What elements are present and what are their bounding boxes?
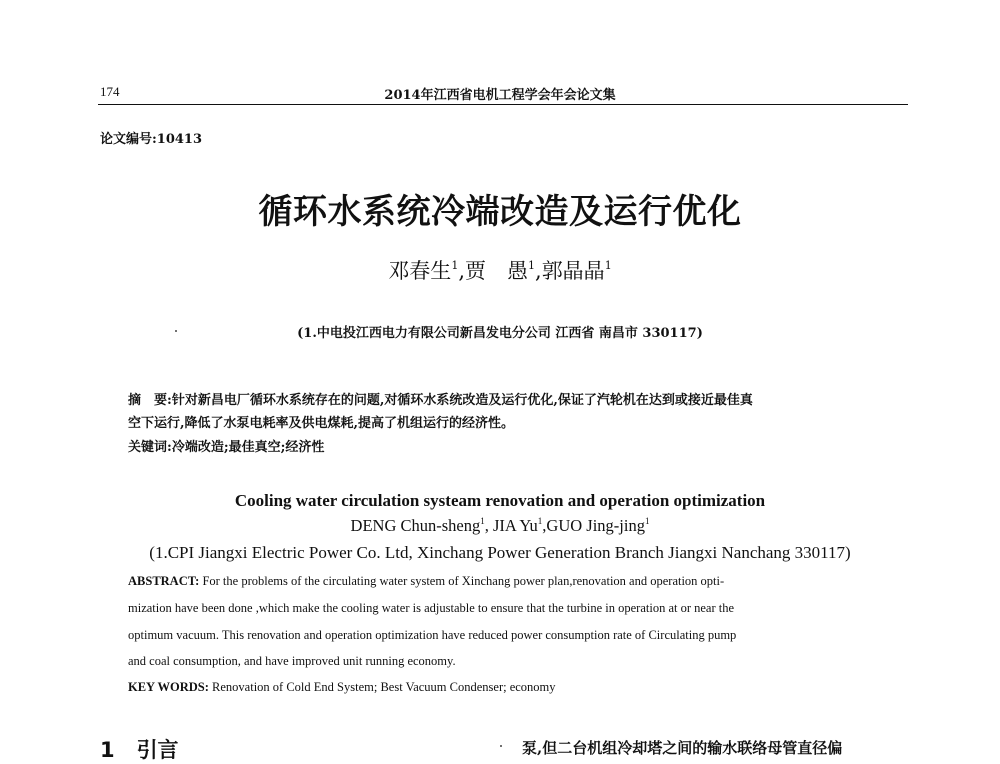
author-name: 邓春生	[388, 259, 452, 283]
running-header-title: 2014年江西省电机工程学会年会论文集	[384, 88, 616, 103]
abstract-en-text-line1: For the problems of the circulating water system of Xinchang power plan,renovation and operation opti-	[199, 574, 725, 588]
abstract-en-text-line3: optimum vacuum. This renovation and operation optimization have reduced power consumption rate of Circulating pump	[128, 628, 737, 642]
author-separator: ,	[484, 516, 493, 535]
keywords-cn-label: 关键词:	[128, 440, 172, 455]
header-rule	[98, 104, 908, 105]
abstract-en-label: ABSTRACT:	[128, 574, 200, 588]
keywords-en-text: Renovation of Cold End System; Best Vacuum Condenser; economy	[208, 680, 556, 694]
abstract-en	[128, 574, 872, 589]
keywords-en	[128, 680, 872, 695]
author-name: 贾 愚	[465, 259, 528, 283]
abstract-cn-text-line2: 空下运行,降低了水泵电耗率及供电煤耗,提高了机组运行的经济性。	[128, 416, 515, 431]
author-affiliation-mark: 1	[528, 259, 535, 272]
author-affiliation-mark: 1	[480, 516, 485, 526]
abstract-cn	[128, 389, 753, 408]
abstract-cn-text-line1: 针对新昌电厂循环水系统存在的问题,对循环水系统改造及运行优化,保证了汽轮机在达到或接近最佳真	[171, 393, 753, 408]
authors-cn	[0, 255, 1000, 285]
abstract-en-text-line4: and coal consumption, and have improved unit running economy.	[128, 654, 456, 668]
section-title: 引言	[136, 738, 179, 762]
author-separator: ,	[535, 259, 542, 283]
author-affiliation-mark: 1	[604, 259, 612, 272]
author-affiliation-mark: 1	[451, 259, 459, 272]
scan-speck	[500, 745, 502, 747]
author-name-en: DENG Chun-sheng	[350, 516, 481, 535]
paper-title-en: Cooling water circulation systeam renovation and operation optimization	[234, 491, 766, 510]
author-affiliation-mark: 1	[644, 516, 650, 526]
abstract-en-text-line2: mization have been done ,which make the cooling water is adjustable to ensure that the turbine in operation at or near the	[128, 601, 735, 615]
author-separator: ,	[542, 516, 547, 535]
author-name-en: JIA Yu	[493, 516, 538, 535]
abstract-cn-label: 摘 要:	[128, 393, 172, 408]
author-name-en: GUO Jing-jing	[546, 516, 645, 535]
authors-en	[0, 516, 1000, 536]
affiliation-cn: (1.中电投江西电力有限公司新昌发电分公司 江西省 南昌市 330117)	[297, 326, 703, 341]
page-number: 174	[100, 84, 120, 99]
paper-number: 论文编号:10413	[100, 132, 203, 147]
body-text-right-column: 泵,但二台机组冷却塔之间的输水联络母管直径偏	[522, 739, 843, 757]
keywords-cn	[128, 436, 324, 455]
paper-title-cn: 循环水系统冷端改造及运行优化	[258, 192, 742, 232]
author-affiliation-mark: 1	[537, 516, 543, 526]
author-separator: ,	[458, 259, 465, 283]
author-name: 郭晶晶	[541, 259, 605, 283]
keywords-cn-text: 冷端改造;最佳真空;经济性	[171, 440, 325, 455]
affiliation-en: (1.CPI Jiangxi Electric Power Co. Ltd, Xinchang Power Generation Branch Jiangxi Nanchang 330117)	[149, 543, 851, 562]
section-number: 1	[100, 738, 115, 762]
scan-speck	[175, 330, 177, 332]
keywords-en-label: KEY WORDS:	[128, 680, 209, 694]
